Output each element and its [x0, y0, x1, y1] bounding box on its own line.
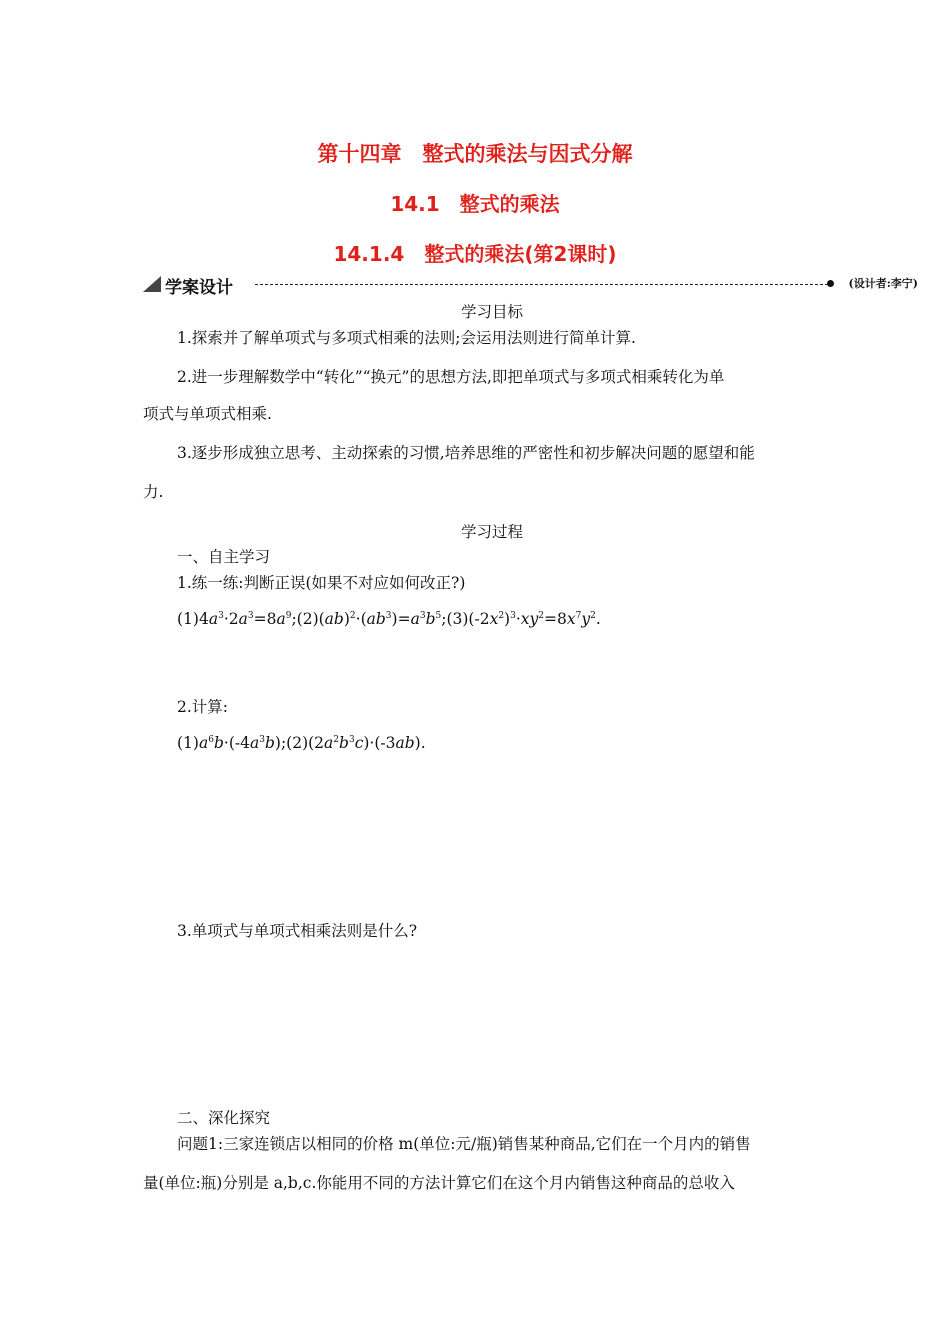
chapter-title: 第十四章 整式的乘法与因式分解	[317, 142, 633, 166]
section-banner	[143, 273, 918, 298]
lesson-title: 14.1.4 整式的乘法(第2课时)	[333, 242, 617, 266]
question-3: 3.单项式与单项式相乘法则是什么?	[177, 922, 418, 940]
goal-item-2-line1: 2.进一步理解数学中“转化”“换元”的思想方法,即把单项式与多项式相乘转化为单	[177, 368, 725, 386]
process-heading: 学习过程	[460, 523, 523, 541]
part1-heading: 一、自主学习	[177, 548, 271, 566]
banner-label: 学案设计	[165, 278, 233, 298]
part2-heading: 二、深化探究	[177, 1109, 271, 1127]
question-1-expression: $(1)4a^3\cdot 2a^3=8a^9;(2)(ab)^2\cdot(ab^3)=a^3b^5;(3)(-2x^2)^3\cdot xy^2=8x^7y^2$.	[177, 610, 601, 628]
divider	[255, 284, 828, 285]
goal-item-3-line2: 力.	[143, 483, 164, 501]
designer-credit: (设计者:李宁)	[848, 277, 918, 290]
problem-1-line2: 量(单位:瓶)分别是 a,b,c.你能用不同的方法计算它们在这个月内销售这种商品的总收入	[143, 1174, 735, 1192]
goal-item-1: 1.探索并了解单项式与多项式相乘的法则;会运用法则进行简单计算.	[177, 329, 636, 347]
problem-1-line1: 问题1:三家连锁店以相同的价格 m(单位:元/瓶)销售某种商品,它们在一个月内的销售	[177, 1135, 751, 1153]
dot-icon	[827, 280, 834, 287]
question-1: 1.练一练:判断正误(如果不对应如何改正?)	[177, 574, 466, 592]
goal-item-3-line1: 3.逐步形成独立思考、主动探索的习惯,培养思维的严密性和初步解决问题的愿望和能	[177, 444, 755, 462]
goals-heading: 学习目标	[460, 303, 523, 321]
goal-item-2-line2: 项式与单项式相乘.	[143, 405, 272, 423]
triangle-icon	[143, 276, 161, 292]
question-2-expression: $(1)a^6b\cdot(-4a^3b);(2)(2a^2b^3c)\cdot(-3ab)$.	[177, 734, 426, 752]
section-title: 14.1 整式的乘法	[390, 192, 560, 216]
question-2: 2.计算:	[177, 698, 229, 716]
